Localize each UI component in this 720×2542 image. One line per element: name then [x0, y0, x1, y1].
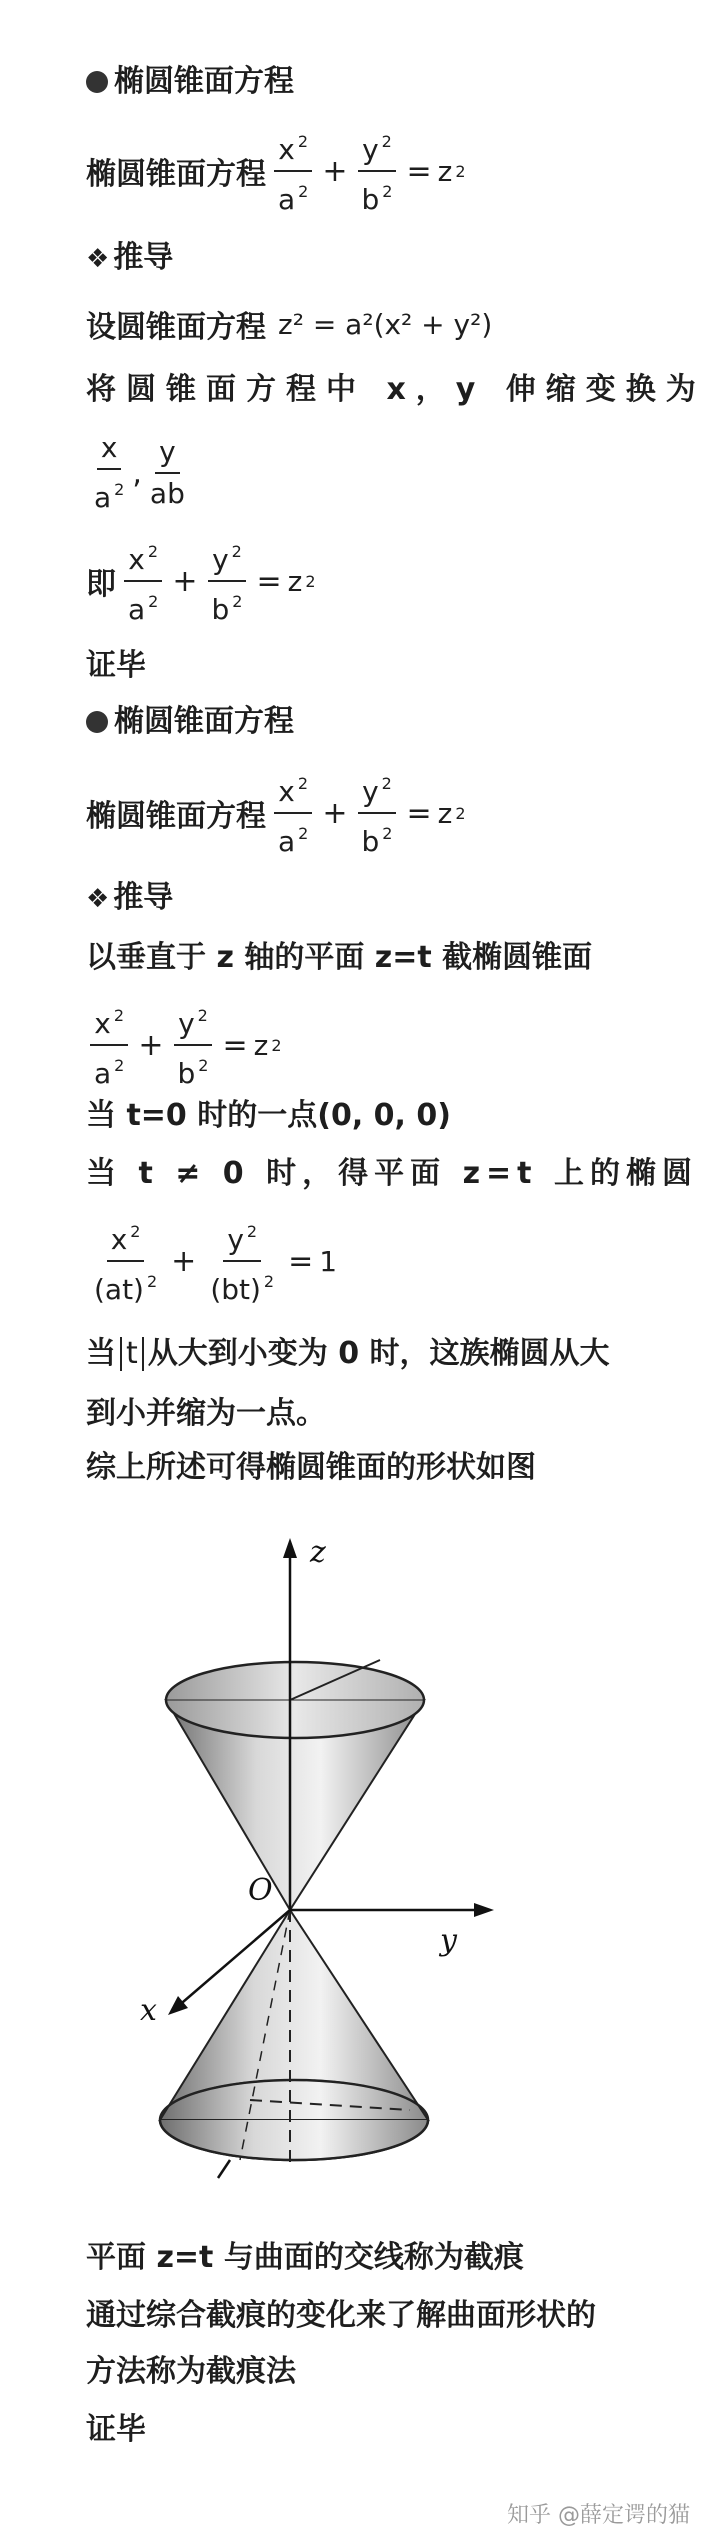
summary-text: 综上所述可得椭圆锥面的形状如图	[86, 1450, 536, 1485]
origin-label: O	[248, 1873, 273, 1908]
shrink-text: 到小并缩为一点。	[86, 1396, 326, 1431]
cone-figure	[140, 1530, 520, 2190]
t-zero-text: 当 t=0 时的一点(0, 0, 0)	[86, 1098, 451, 1133]
qed-1: 证毕	[86, 648, 146, 683]
t-nonzero-text: 当 t ≠ 0 时，得平面 z=t 上的椭圆	[86, 1156, 698, 1191]
cut-plane-text: 以垂直于 z 轴的平面 z=t 截椭圆锥面	[86, 940, 593, 975]
derivation-heading-2: ❖ 推导	[86, 880, 174, 915]
cone-diagram	[140, 1530, 520, 2190]
diamond-icon: ❖	[86, 244, 110, 274]
trace-method-2: 方法称为截痕法	[86, 2354, 296, 2389]
qed-2: 证毕	[86, 2412, 146, 2447]
stretch-text: 将圆锥面方程中 x，y 伸缩变换为	[86, 372, 706, 407]
watermark: 知乎 @薛定谔的猫	[507, 2503, 690, 2528]
diamond-icon: ❖	[86, 884, 110, 914]
equation-ellipsoid-cone-2: 椭圆锥面方程 $\frac{x ^2}{a ^2}$ + $\frac{y ^2}{b ^2}$ = z 2	[86, 768, 466, 858]
z-axis-label: z	[310, 1535, 326, 1570]
x-axis-label: x	[140, 1993, 157, 2028]
section-heading-1: 椭圆锥面方程	[86, 62, 294, 102]
equation-ellipsoid-cone-1: 椭圆锥面方程 $\frac{x ^2}{a ^2}$ + $\frac{y ^2}{b ^2}$ = z 2	[86, 126, 466, 216]
y-axis-label: y	[440, 1923, 457, 1958]
stretch-fractions: $\frac{x}{a ^2}$ , $\frac{y}{ab}$	[94, 431, 185, 514]
abs-t-text: 当 t 从大到小变为 0 时，这族椭圆从大	[86, 1336, 610, 1371]
trace-method-1: 通过综合截痕的变化来了解曲面形状的	[86, 2298, 596, 2333]
trace-definition: 平面 z=t 与曲面的交线称为截痕	[86, 2240, 524, 2275]
equation-result-1: 即 $\frac{x ^2}{a ^2}$ + $\frac{y ^2}{b ^2}$ = z 2	[86, 536, 316, 626]
bullet-icon	[86, 71, 108, 93]
equation-ellipse: $\frac{x ^2}{(at) ^2}$ + $\frac{y ^2}{(bt) ^2}$ = 1	[86, 1216, 337, 1306]
cone-equation-line: 设圆锥面方程 z² = a²(x² + y²)	[86, 307, 493, 345]
derivation-heading-1: ❖ 推导	[86, 240, 174, 275]
equation-cone-plain: $\frac{x ^2}{a ^2}$ + $\frac{y ^2}{b ^2}$ = z 2	[86, 1000, 282, 1090]
bullet-icon	[86, 711, 108, 733]
section-heading-2: 椭圆锥面方程	[86, 702, 294, 742]
